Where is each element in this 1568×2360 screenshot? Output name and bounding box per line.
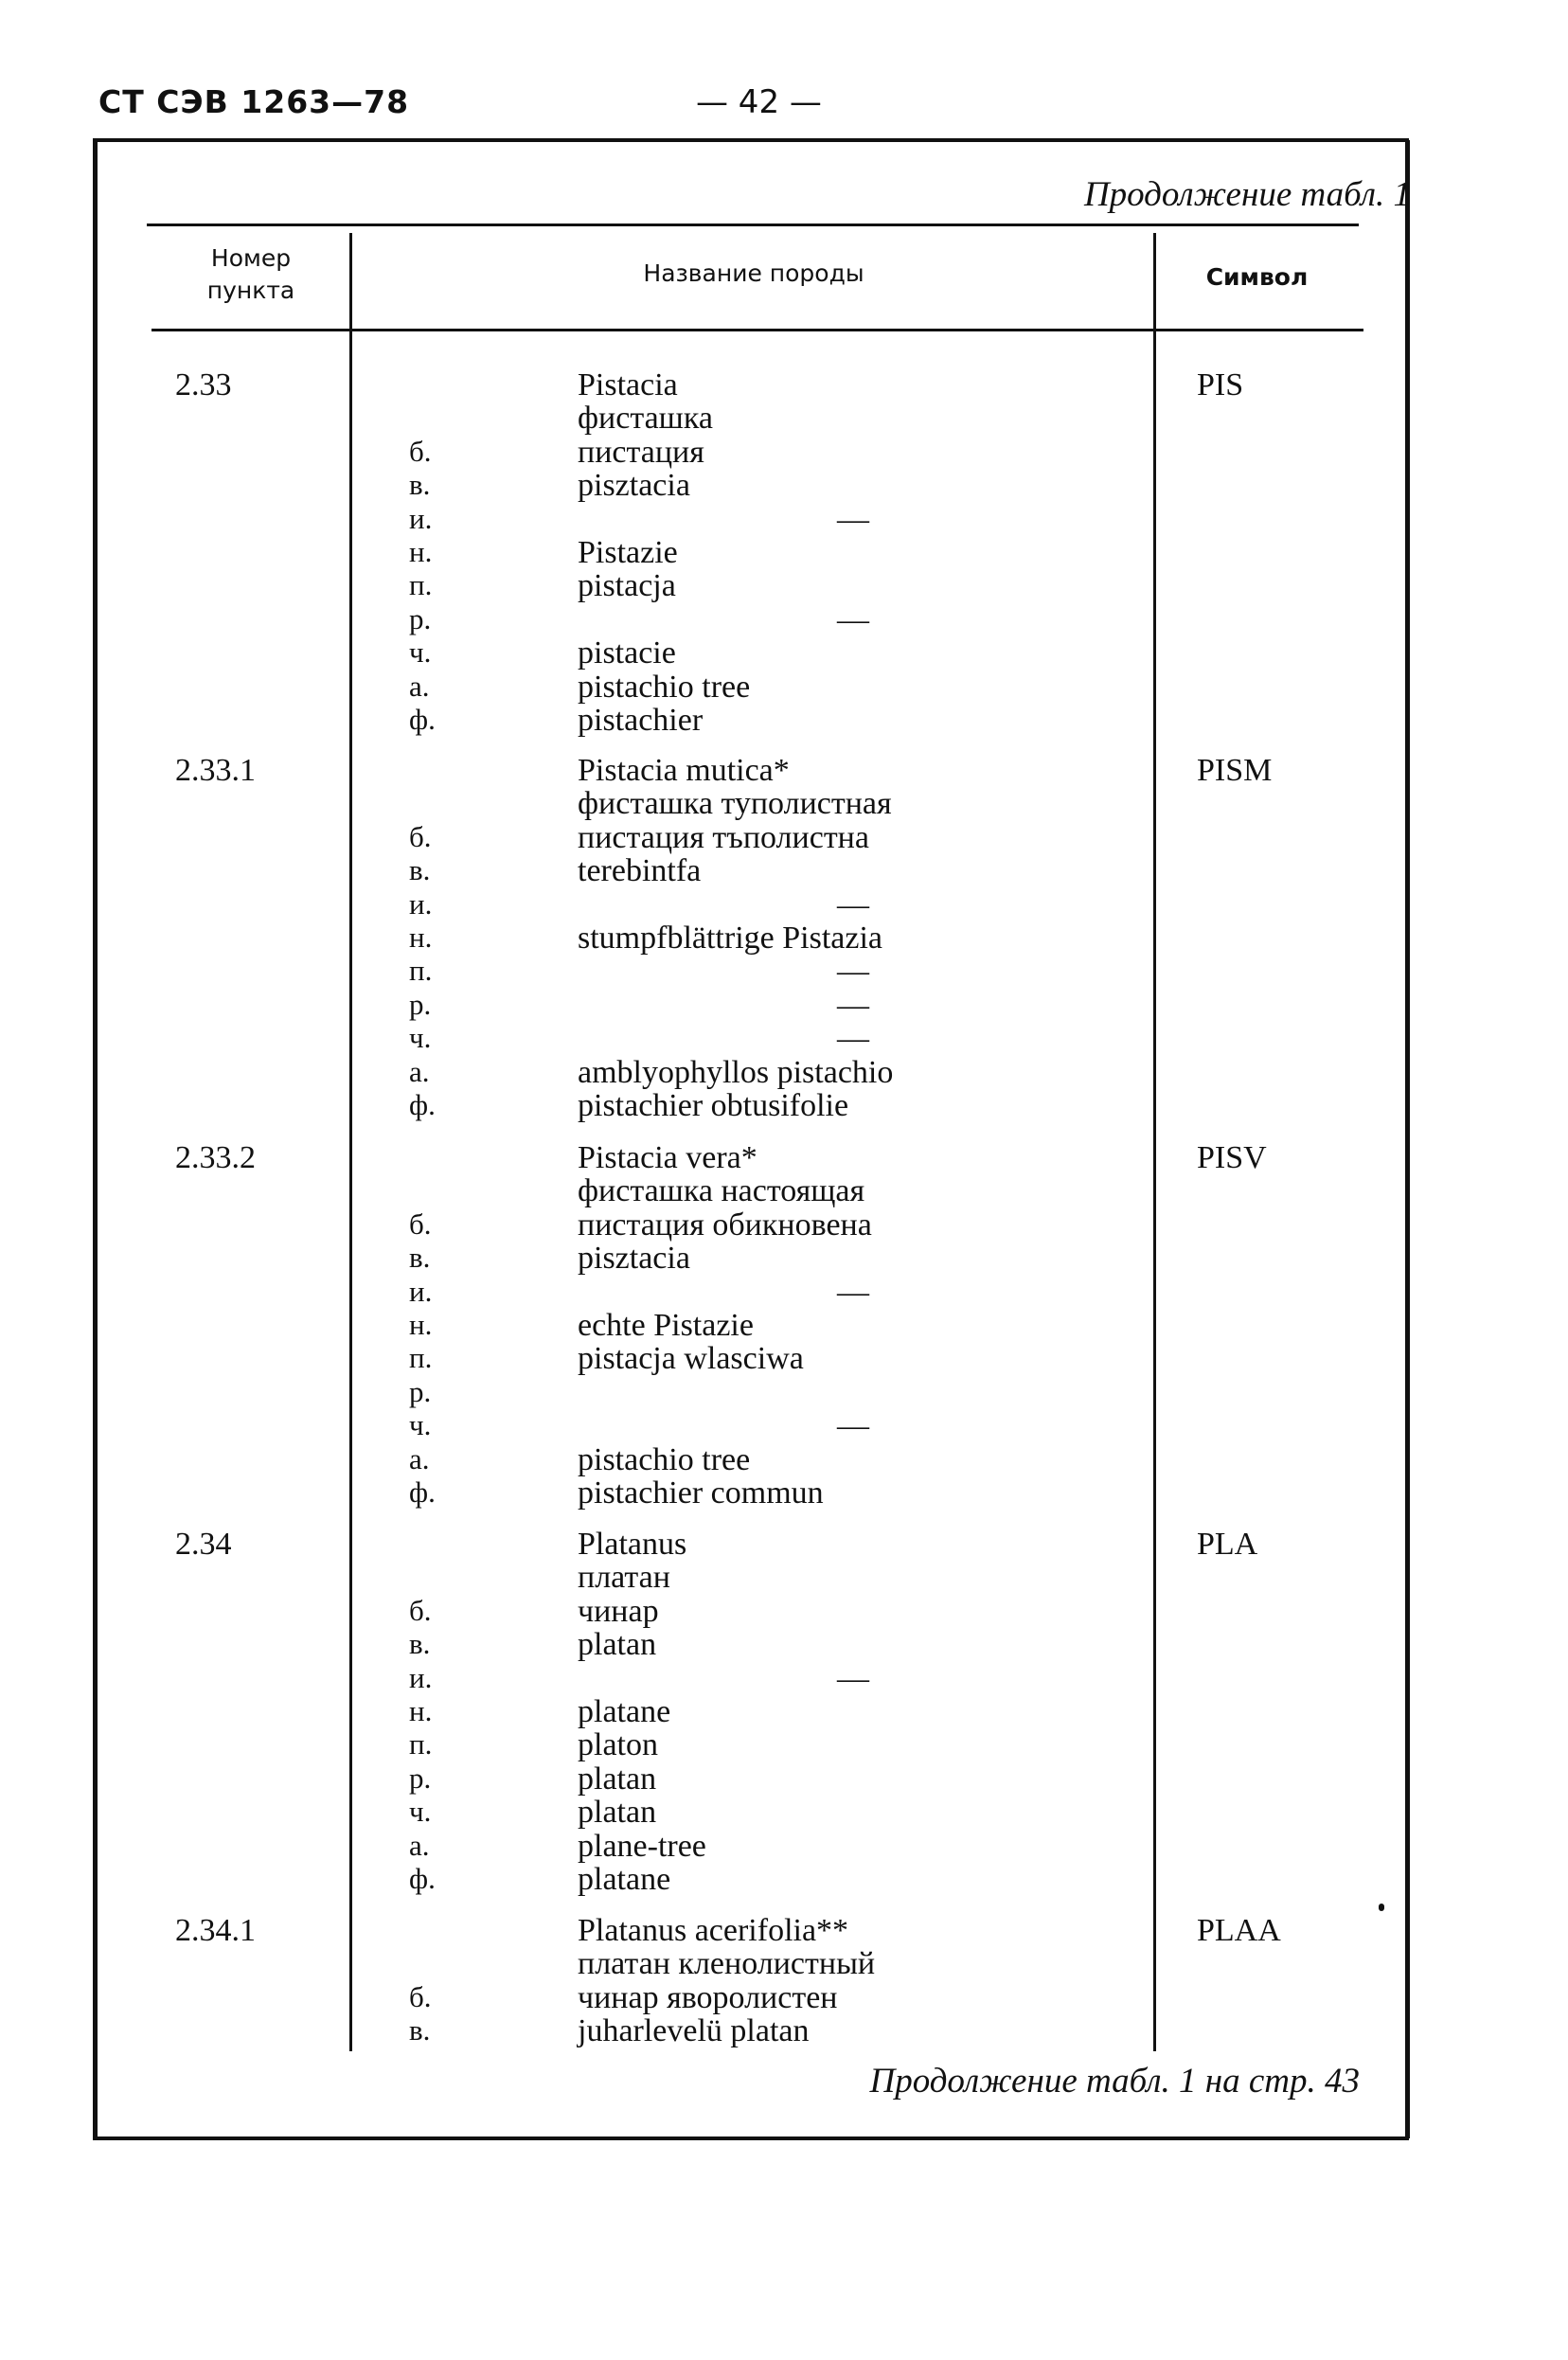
name-line — [0, 1980, 1568, 2013]
species-name: pisztacia — [578, 1241, 690, 1277]
latin-name: Platanus acerifolia** — [578, 1913, 849, 1948]
species-name: terebintfa — [578, 853, 702, 889]
name-line — [0, 1761, 1568, 1795]
language-code: п. — [409, 568, 433, 602]
entry-symbol: PIS — [1197, 367, 1244, 402]
species-name: amblyophyllos pistachio — [578, 1054, 894, 1090]
name-line — [0, 1727, 1568, 1761]
name-line — [0, 1913, 1568, 1946]
name-line — [0, 502, 1568, 535]
name-line — [0, 1408, 1568, 1444]
name-line — [0, 1627, 1568, 1663]
name-line — [0, 887, 1568, 921]
language-code: р. — [409, 987, 432, 1021]
language-code: б. — [409, 1207, 432, 1241]
no-name-dash: — — [837, 886, 869, 922]
language-code: а. — [409, 1054, 430, 1088]
language-code: ч. — [409, 1021, 432, 1055]
language-code: р. — [409, 1374, 432, 1408]
name-line — [0, 1661, 1568, 1694]
name-line — [0, 401, 1568, 437]
name-line — [0, 786, 1568, 822]
language-code: ф. — [409, 1862, 436, 1895]
language-code: п. — [409, 1341, 433, 1375]
language-code: п. — [409, 954, 433, 988]
standard-designation: СТ СЭВ 1263—78 — [98, 83, 410, 120]
name-line — [0, 2013, 1568, 2047]
species-name: juharlevelü platan — [578, 2013, 810, 2049]
name-line — [0, 1173, 1568, 1207]
species-name: платан — [578, 1560, 670, 1596]
page-number: — 42 — — [696, 83, 822, 121]
name-line — [0, 1140, 1568, 1173]
name-line — [0, 988, 1568, 1021]
name-line — [0, 753, 1568, 786]
no-name-dash: — — [837, 601, 869, 637]
frame-bottom-border — [93, 2137, 1409, 2140]
name-line — [0, 1795, 1568, 1831]
entry-symbol: PISV — [1197, 1140, 1267, 1175]
name-line — [0, 1829, 1568, 1862]
species-name: пистация обикновена — [578, 1207, 872, 1243]
entry-symbol: PISM — [1197, 753, 1273, 788]
language-code: ч. — [409, 1795, 432, 1829]
language-code: б. — [409, 1979, 432, 2013]
species-name: чинар — [578, 1593, 659, 1629]
language-code: а. — [409, 669, 430, 703]
name-line — [0, 1375, 1568, 1408]
language-code: и. — [409, 1660, 433, 1694]
language-code: и. — [409, 886, 433, 921]
entry-symbol: PLAA — [1197, 1913, 1281, 1948]
language-code: р. — [409, 601, 432, 635]
species-name: pistacja wlasciwa — [578, 1341, 804, 1377]
language-code: ф. — [409, 1088, 436, 1121]
species-name: platan — [578, 1795, 657, 1831]
language-code: н. — [409, 1694, 433, 1727]
name-line — [0, 921, 1568, 954]
language-code: б. — [409, 1593, 432, 1627]
language-code: б. — [409, 434, 432, 468]
no-name-dash: — — [837, 1021, 869, 1057]
entry-number: 2.34.1 — [175, 1913, 256, 1948]
name-line — [0, 1088, 1568, 1121]
continuation-caption-top: Продолжение табл. 1 — [1083, 175, 1411, 214]
column-header-number: Номер пункта — [206, 244, 295, 304]
language-code: ч. — [409, 1408, 432, 1442]
continuation-caption-bottom: Продолжение табл. 1 на стр. 43 — [869, 2062, 1360, 2101]
species-name: echte Pistazie — [578, 1308, 754, 1343]
language-code: в. — [409, 853, 431, 887]
column-header-name: Название породы — [643, 259, 864, 287]
name-line — [0, 853, 1568, 889]
latin-name: Pistacia vera* — [578, 1140, 757, 1175]
name-line — [0, 1241, 1568, 1277]
name-line — [0, 1341, 1568, 1377]
name-line — [0, 1946, 1568, 1982]
no-name-dash: — — [837, 1660, 869, 1696]
name-line — [0, 1862, 1568, 1895]
species-name: фисташка туполистная — [578, 786, 892, 822]
language-code: ф. — [409, 1475, 436, 1509]
language-code: н. — [409, 921, 433, 954]
language-code: ф. — [409, 703, 436, 736]
language-code: в. — [409, 468, 431, 502]
name-line — [0, 1527, 1568, 1560]
no-name-dash: — — [837, 1408, 869, 1444]
name-line — [0, 635, 1568, 669]
species-name: пистация — [578, 434, 704, 470]
species-name: pistacie — [578, 635, 676, 671]
name-line — [0, 1207, 1568, 1241]
species-name: stumpfblättrige Pistazia — [578, 921, 882, 956]
species-name: чинар яворолистен — [578, 1979, 838, 2015]
language-code: н. — [409, 535, 433, 568]
name-line — [0, 1475, 1568, 1509]
name-line — [0, 954, 1568, 990]
name-line — [0, 820, 1568, 853]
language-code: и. — [409, 1274, 433, 1308]
name-line — [0, 1055, 1568, 1088]
language-code: а. — [409, 1441, 430, 1475]
language-code: р. — [409, 1761, 432, 1795]
language-code: и. — [409, 501, 433, 535]
species-name: pistachio tree — [578, 1441, 751, 1477]
species-name: пистация тъполистна — [578, 819, 869, 855]
species-name: pistachier — [578, 703, 704, 738]
name-line — [0, 1694, 1568, 1727]
no-name-dash: — — [837, 501, 869, 537]
species-name: platan — [578, 1761, 657, 1797]
language-code: п. — [409, 1727, 433, 1761]
frame-top-border — [93, 138, 1409, 142]
name-line — [0, 1442, 1568, 1475]
stray-mark — [1379, 1904, 1384, 1911]
species-name: pistachio tree — [578, 669, 751, 705]
entry-number: 2.33.1 — [175, 753, 256, 788]
species-name: platon — [578, 1727, 658, 1763]
language-code: ч. — [409, 635, 432, 670]
name-line — [0, 1021, 1568, 1057]
name-line — [0, 1308, 1568, 1341]
language-code: в. — [409, 1241, 431, 1275]
latin-name: Pistacia mutica* — [578, 753, 790, 788]
latin-name: Platanus — [578, 1527, 687, 1562]
language-code: н. — [409, 1308, 433, 1341]
name-line — [0, 568, 1568, 604]
latin-name: Pistacia — [578, 367, 678, 402]
species-name: platane — [578, 1862, 671, 1897]
species-name: platane — [578, 1694, 671, 1729]
no-name-dash: — — [837, 1274, 869, 1310]
name-line — [0, 1275, 1568, 1308]
language-code: а. — [409, 1828, 430, 1862]
name-line — [0, 535, 1568, 568]
no-name-dash: — — [837, 954, 869, 990]
language-code: б. — [409, 819, 432, 853]
name-line — [0, 602, 1568, 635]
species-name: platan — [578, 1627, 657, 1663]
name-line — [0, 1560, 1568, 1596]
entry-number: 2.33.2 — [175, 1140, 256, 1175]
language-code: в. — [409, 1627, 431, 1661]
no-name-dash: — — [837, 987, 869, 1023]
language-code: в. — [409, 2013, 431, 2047]
table-header-bottom-rule — [151, 329, 1363, 331]
name-line — [0, 670, 1568, 703]
species-name: plane-tree — [578, 1828, 706, 1864]
entry-number: 2.33 — [175, 367, 232, 402]
name-line — [0, 1594, 1568, 1627]
name-line — [0, 367, 1568, 401]
species-name: pisztacia — [578, 468, 690, 504]
species-name: Pistazie — [578, 535, 678, 570]
name-line — [0, 435, 1568, 468]
entry-symbol: PLA — [1197, 1527, 1258, 1562]
species-name: фисташка — [578, 401, 713, 437]
species-name: pistacja — [578, 568, 676, 604]
species-name: pistachier commun — [578, 1475, 824, 1511]
species-name: фисташка настоящая — [578, 1173, 865, 1209]
species-name: pistachier obtusifolie — [578, 1088, 849, 1123]
name-line — [0, 703, 1568, 736]
species-name: платан кленолистный — [578, 1946, 876, 1982]
column-header-symbol: Символ — [1205, 263, 1309, 291]
name-line — [0, 468, 1568, 504]
table-header-top-rule — [147, 223, 1359, 226]
entry-number: 2.34 — [175, 1527, 232, 1562]
